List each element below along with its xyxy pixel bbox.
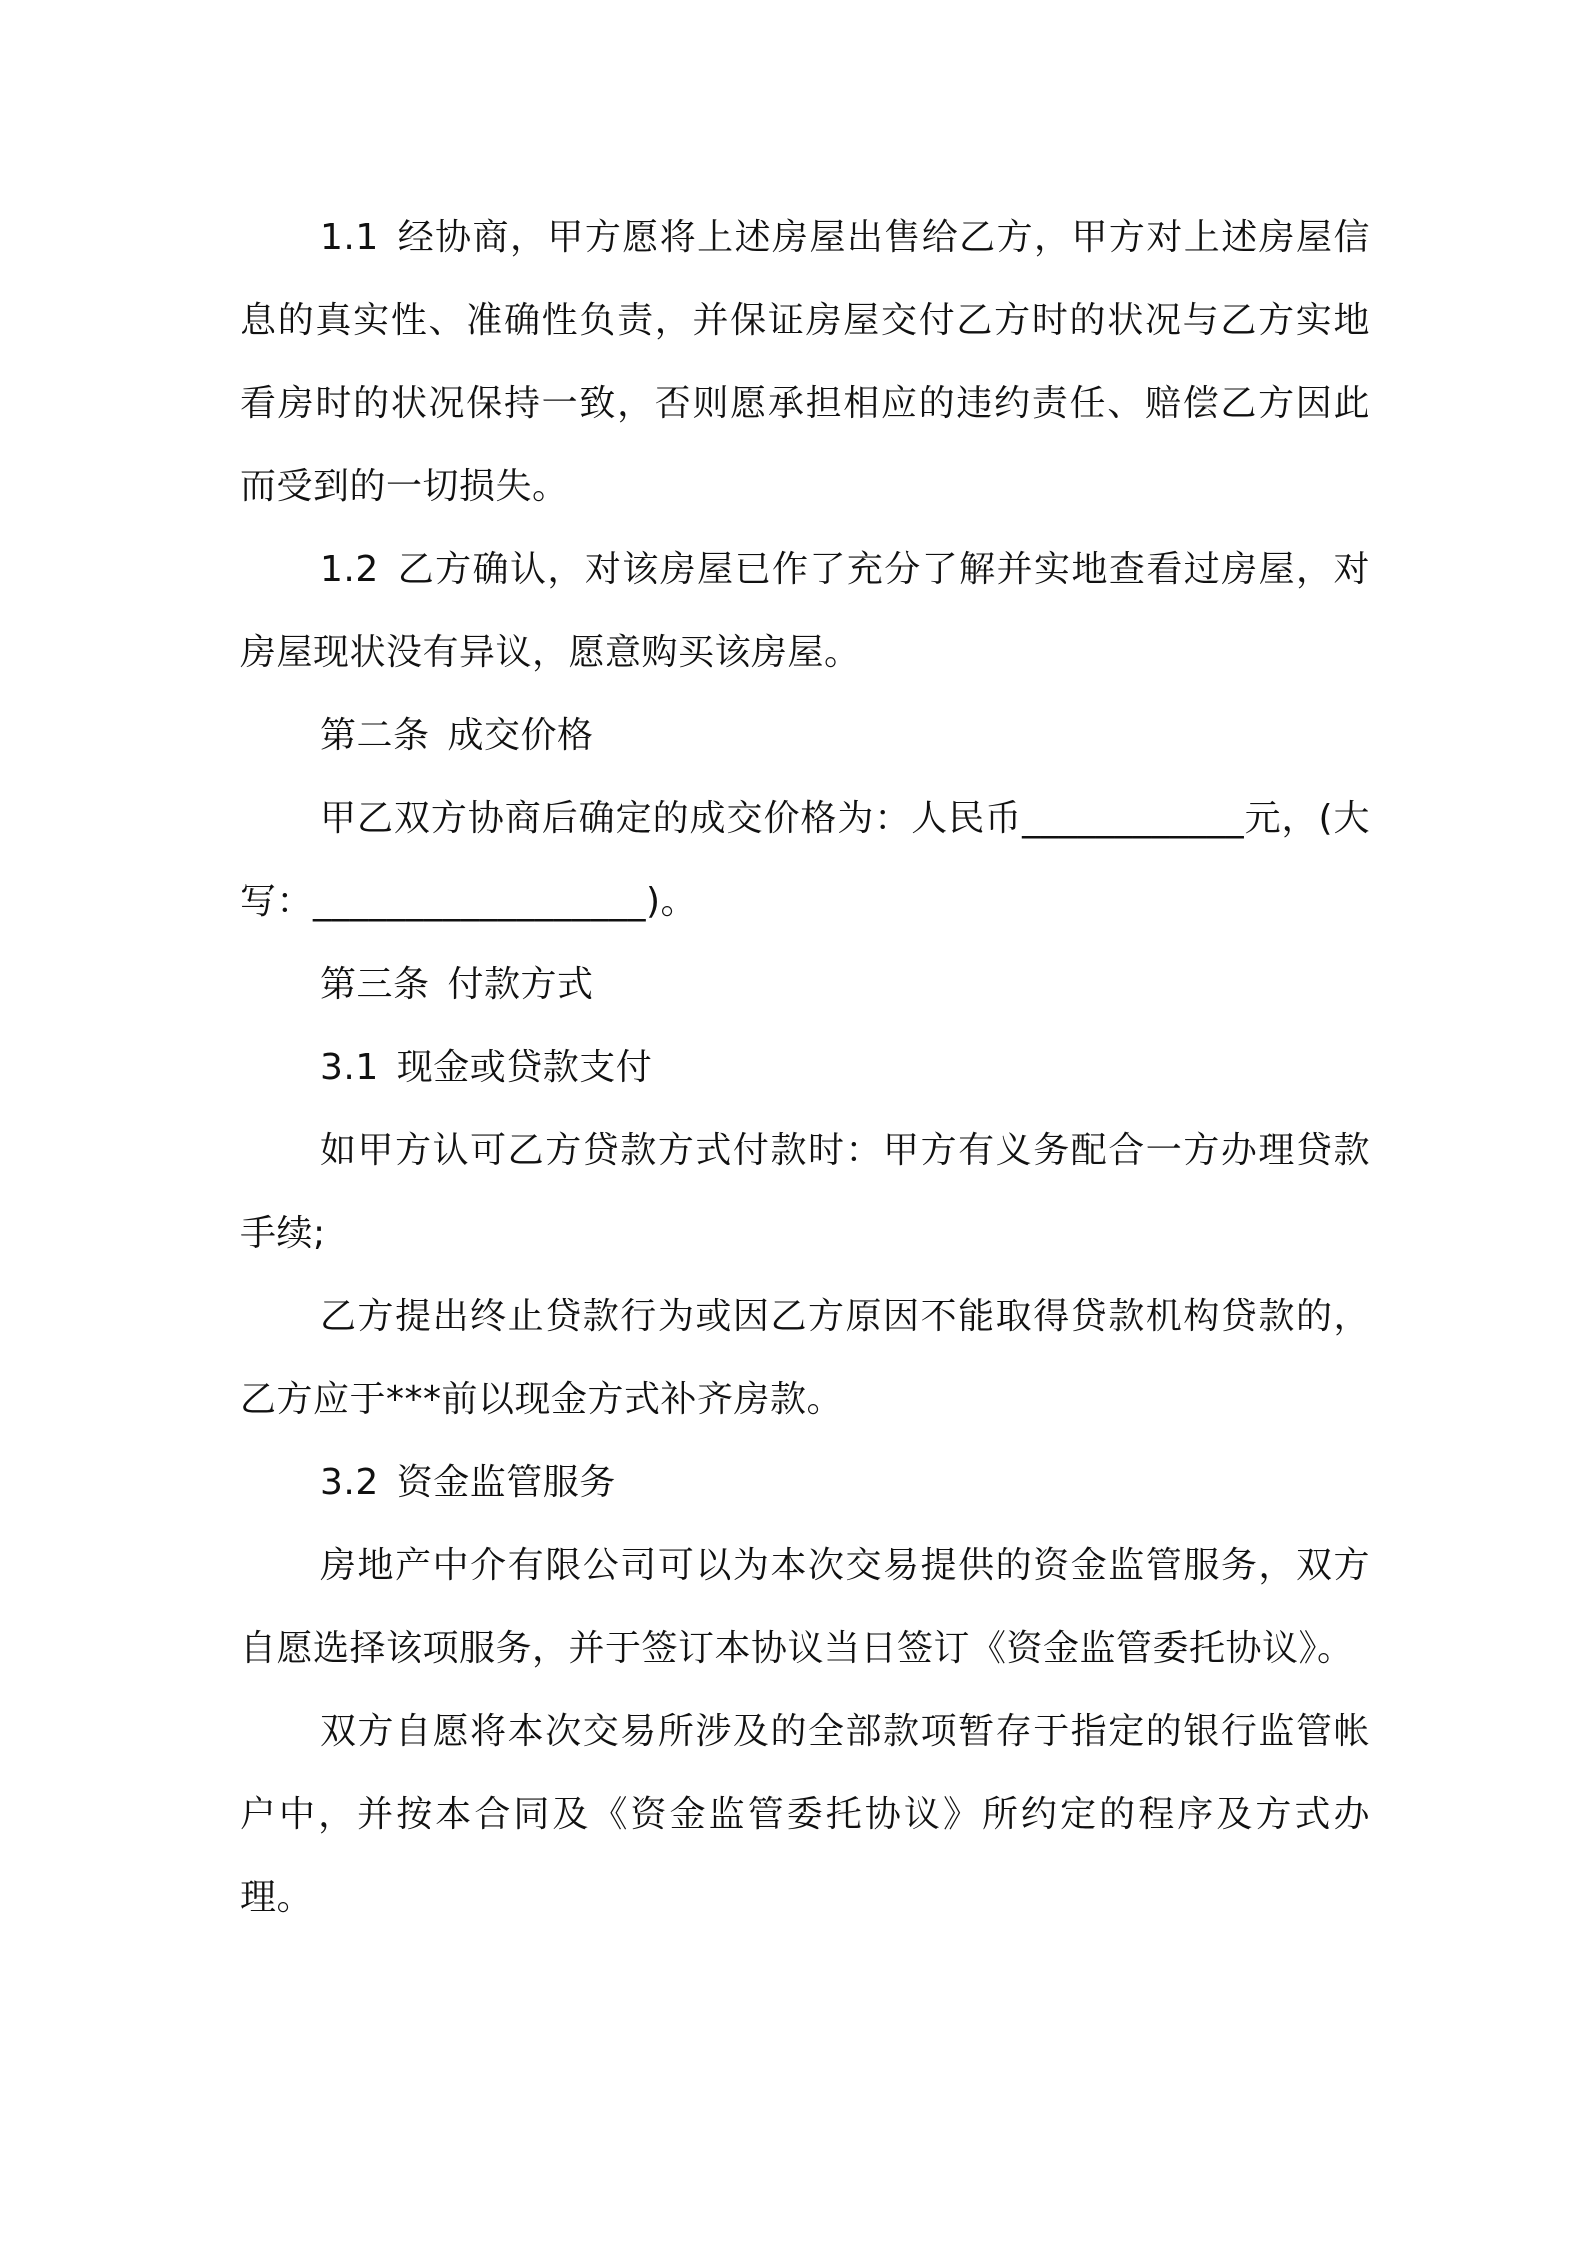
clause-3-1-heading [240, 1026, 1370, 1109]
paragraph-text: 房地产中介有限公司可以为本次交易提供的资金监管服务，双方自愿选择该项服务，并于签订本协议当日签订《资金监管委托协议》。 [240, 1545, 1370, 1669]
article-3-heading [240, 943, 1370, 1026]
paragraph-text: 如甲方认可乙方贷款方式付款时：甲方有义务配合一方办理贷款手续; [240, 1130, 1370, 1254]
escrow-paragraph-2 [240, 1690, 1370, 1939]
clause-text: 经协商，甲方愿将上述房屋出售给乙方，甲方对上述房屋信息的真实性、准确性负责，并保证房屋交付乙方时的状况与乙方实地看房时的状况保持一致，否则愿承担相应的违约责任、赔偿乙方因此而受到的一切损失。 [240, 217, 1370, 507]
clause-number: 3.1 [320, 1047, 379, 1088]
article-number: 第二条 [320, 715, 430, 756]
clause-number: 3.2 [320, 1462, 379, 1503]
clause-title: 资金监管服务 [396, 1462, 616, 1503]
escrow-paragraph-1 [240, 1524, 1370, 1690]
article-2-heading [240, 694, 1370, 777]
clause-3-2-heading [240, 1441, 1370, 1524]
article-number: 第三条 [320, 964, 430, 1005]
clause-number: 1.2 [320, 549, 379, 590]
article-title: 付款方式 [447, 964, 594, 1005]
price-text: 甲乙双方协商后确定的成交价格为：人民币____________元，(大写：__________________)。 [240, 798, 1370, 922]
clause-text: 乙方确认，对该房屋已作了充分了解并实地查看过房屋，对房屋现状没有异议，愿意购买该房屋。 [240, 549, 1370, 673]
article-title: 成交价格 [447, 715, 594, 756]
loan-paragraph-2 [240, 1275, 1370, 1441]
clause-title: 现金或贷款支付 [396, 1047, 653, 1088]
document-body [240, 196, 1370, 1939]
paragraph-text: 双方自愿将本次交易所涉及的全部款项暂存于指定的银行监管帐户中，并按本合同及《资金监管委托协议》所约定的程序及方式办理。 [240, 1711, 1370, 1918]
clause-1-1 [240, 196, 1370, 528]
paragraph-text: 乙方提出终止贷款行为或因乙方原因不能取得贷款机构贷款的，乙方应于***前以现金方式补齐房款。 [240, 1296, 1370, 1420]
loan-paragraph-1 [240, 1109, 1370, 1275]
clause-1-2 [240, 528, 1370, 694]
clause-number: 1.1 [320, 217, 379, 258]
price-paragraph [240, 777, 1370, 943]
